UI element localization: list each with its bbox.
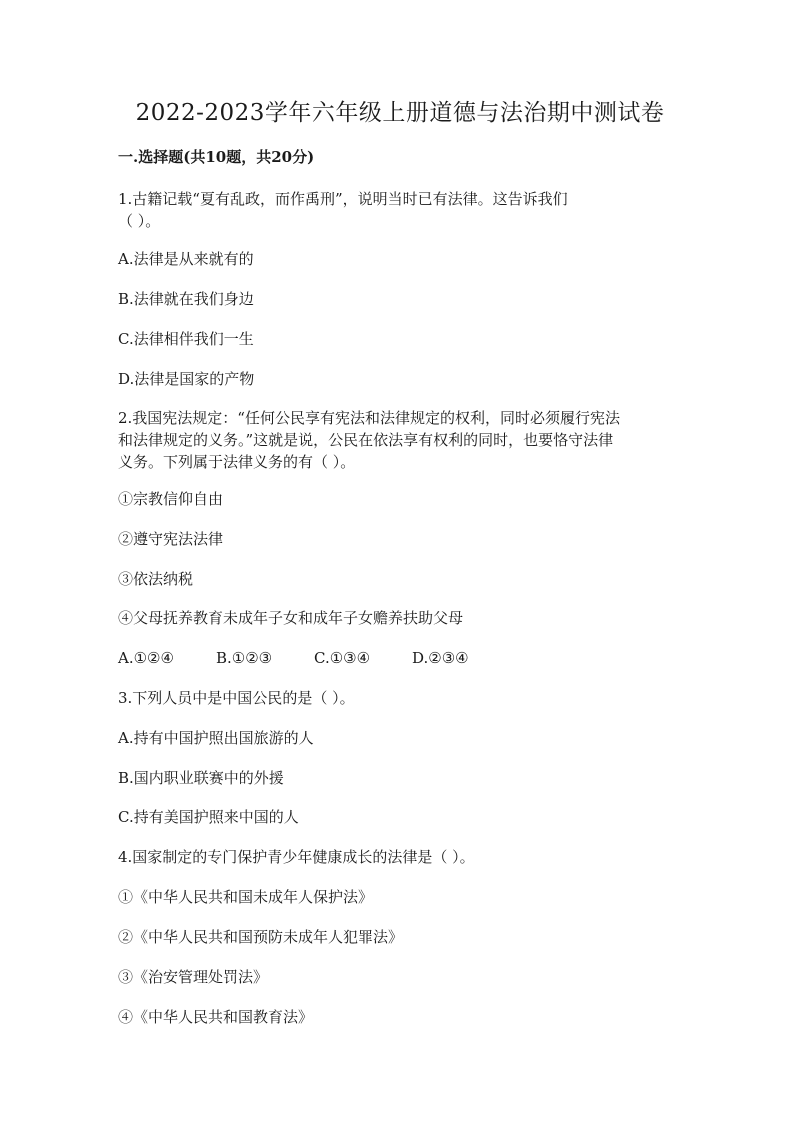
q1-option-d: D.法律是国家的产物 (118, 370, 255, 388)
q2-item-4: ④父母抚养教育未成年子女和成年子女赡养扶助父母 (118, 609, 464, 627)
q2-item-1: ①宗教信仰自由 (118, 490, 224, 508)
q3-option-a: A.持有中国护照出国旅游的人 (118, 729, 314, 747)
q2-option-a: A.①②④ (118, 649, 174, 667)
q3-stem: 3.下列人员中是中国公民的是（ ）。 (118, 689, 355, 707)
q3-option-c: C.持有美国护照来中国的人 (118, 808, 299, 826)
q2-options-row (118, 647, 510, 669)
section-heading: 一.选择题(共10题，共20分) (118, 148, 315, 166)
q4-item-1: ①《中华人民共和国未成年人保护法》 (118, 888, 374, 906)
q3-option-b: B.国内职业联赛中的外援 (118, 769, 284, 787)
q2-stem-line2: 和法律规定的义务。”这就是说，公民在依法享有权利的同时，也要恪守法律 (118, 431, 614, 449)
q2-stem-line1: 2.我国宪法规定：“任何公民享有宪法和法律规定的权利，同时必须履行宪法 (118, 409, 620, 427)
q1-option-c: C.法律相伴我们一生 (118, 330, 254, 348)
q1-stem-line2: （ ）。 (118, 212, 161, 230)
q4-item-3: ③《治安管理处罚法》 (118, 968, 269, 986)
q4-item-4: ④《中华人民共和国教育法》 (118, 1008, 314, 1026)
q2-option-c: C.①③④ (314, 649, 371, 667)
q2-option-b: B.①②③ (216, 649, 273, 667)
q2-item-3: ③依法纳税 (118, 570, 194, 588)
q4-item-2: ②《中华人民共和国预防未成年人犯罪法》 (118, 928, 404, 946)
q2-item-2: ②遵守宪法法律 (118, 530, 224, 548)
page-title: 2022-2023学年六年级上册道德与法治期中测试卷 (135, 100, 665, 126)
q2-stem-line3: 义务。下列属于法律义务的有（ ）。 (118, 453, 356, 471)
q1-stem-line1: 1.古籍记载“夏有乱政，而作禹刑”，说明当时已有法律。这告诉我们 (118, 190, 568, 208)
q1-option-a: A.法律是从来就有的 (118, 250, 254, 268)
q1-option-b: B.法律就在我们身边 (118, 290, 254, 308)
q2-option-d: D.②③④ (412, 649, 469, 667)
q4-stem: 4.国家制定的专门保护青少年健康成长的法律是（ ）。 (118, 848, 475, 866)
